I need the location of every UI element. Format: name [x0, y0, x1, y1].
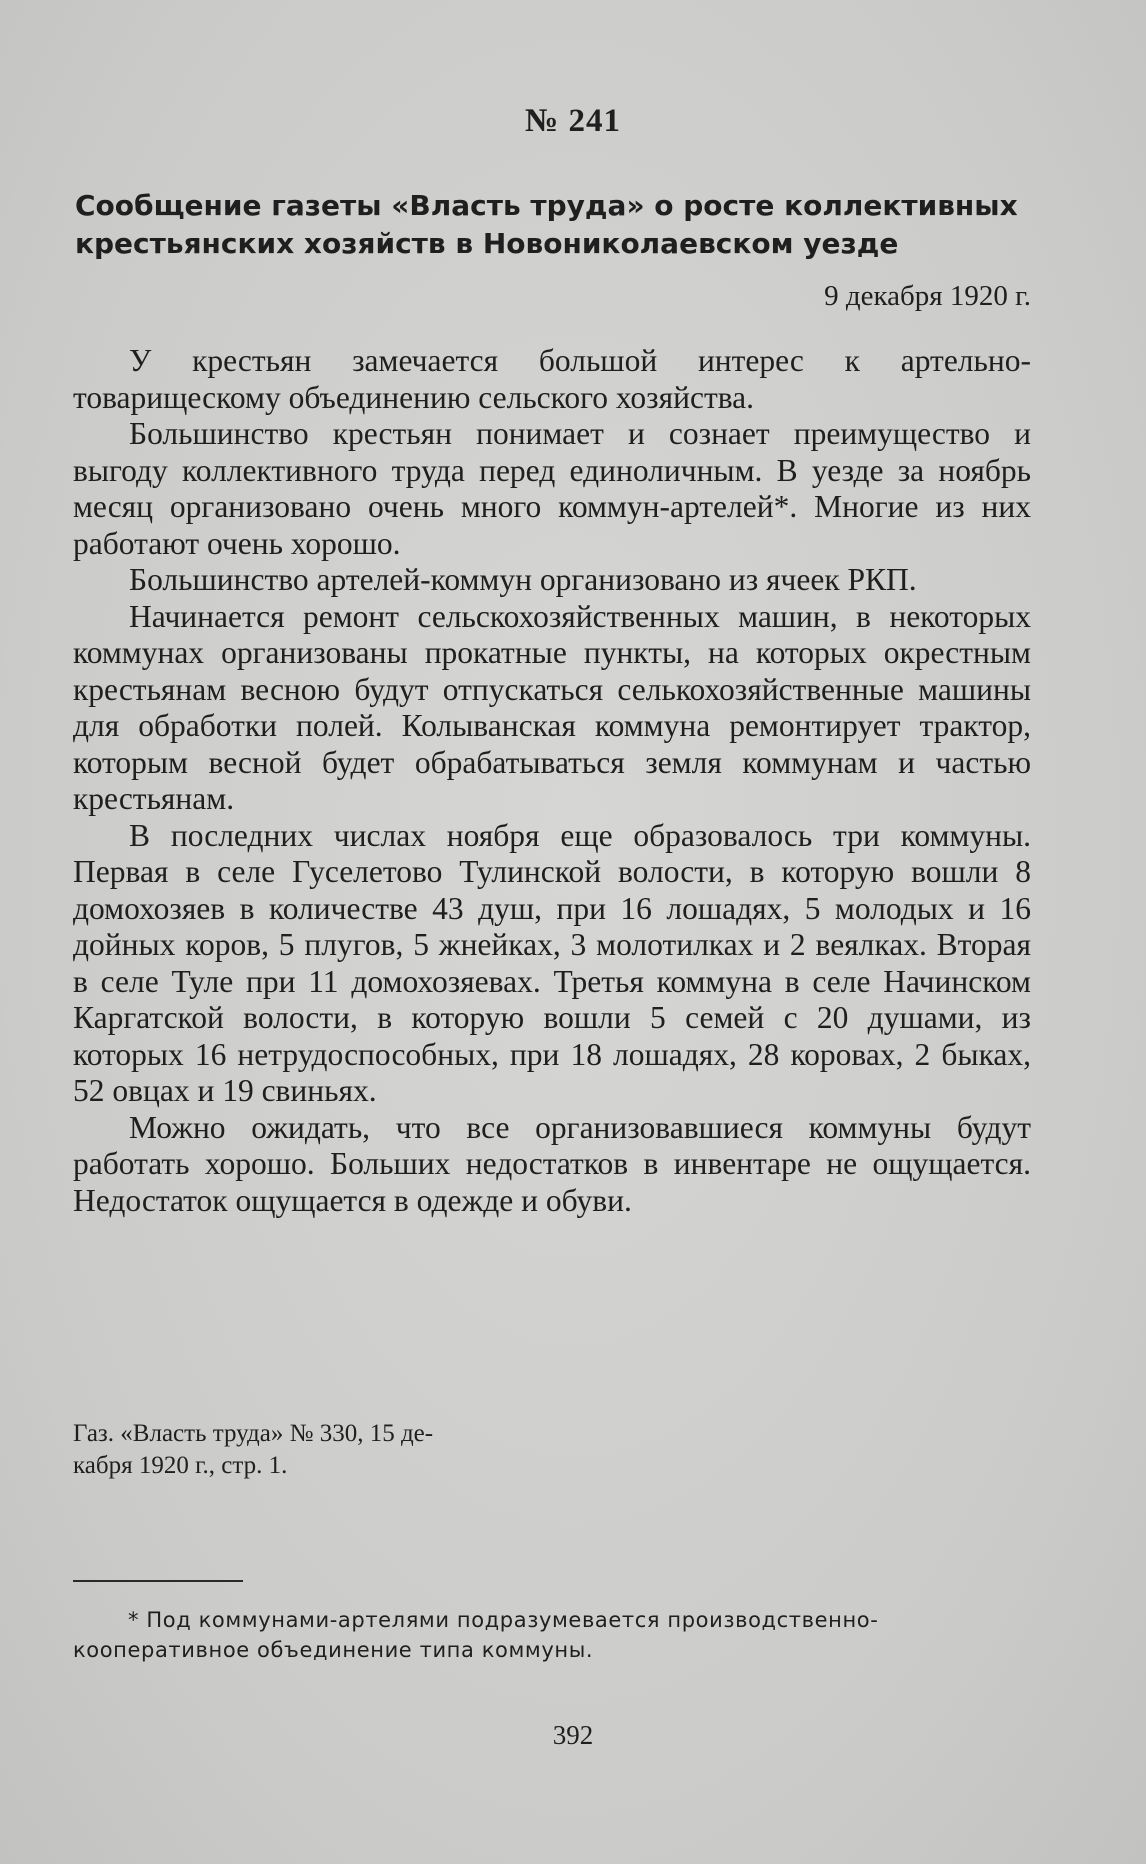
- document-title-line: крестьянских хозяйств в Новониколаевском уезде: [75, 227, 899, 260]
- document-body: [73, 343, 1031, 1219]
- document-date: 9 декабря 1920 г.: [824, 280, 1031, 312]
- body-paragraph: Можно ожидать, что все организовавшиеся коммуны будут работать хорошо. Больших недостатков в инвентаре не ощущается. Недостаток ощущается в одежде и обуви.: [73, 1109, 1031, 1218]
- body-paragraph: Большинство артелей-коммун организовано из ячеек РКП.: [129, 562, 917, 597]
- body-paragraph: У крестьян замечается большой интерес к артельно-товарищескому объединению сельского хозяйства.: [73, 343, 1031, 415]
- page-number: 392: [552, 1720, 594, 1750]
- source-citation-line: кабря 1920 г., стр. 1.: [73, 1452, 288, 1479]
- source-citation: [73, 1418, 593, 1482]
- document-title-line: Сообщение газеты «Власть труда» о росте коллективных: [75, 189, 1018, 222]
- document-number: № 241: [525, 103, 621, 139]
- footnote: * Под коммунами-артелями подразумевается производственно-кооперативное объединение типа коммуны.: [73, 1608, 879, 1662]
- source-citation-line: Газ. «Власть труда» № 330, 15 де-: [73, 1420, 434, 1447]
- body-paragraph: В последних числах ноября еще образовалось три коммуны. Первая в селе Гуселетово Тулинской волости, в которую вошли 8 домохозяев в количестве 43 душ, при 16 лошадях, 5 молодых и 16 дойных коров, 5 плугов, 5 жнейках, 3 молотилках и 2 веялках. Вторая в селе Туле при 11 домохозяевах. Третья коммуна в селе Начинском Каргатской волости, в которую вошли 5 семей с 20 душами, из которых 16 нетрудоспособных, при 18 лошадях, 28 коровах, 2 быках, 52 овцах и 19 свиньях.: [73, 817, 1031, 1108]
- body-paragraph: Большинство крестьян понимает и сознает преимущество и выгоду коллективного труда перед единоличным. В уезде за ноябрь месяц организовано очень много коммун-артелей*. Многие из них работают очень хорошо.: [73, 416, 1031, 561]
- body-paragraph: Начинается ремонт сельскохозяйственных машин, в некоторых коммунах организованы прокатные пункты, на которых окрестным крестьянам весною будут отпускаться селькохозяйственные машины для обработки полей. Колыванская коммуна ремонтирует трактор, которым весной будет обрабатываться земля коммунам и частью крестьянам.: [73, 598, 1031, 816]
- footnote-divider: [73, 1580, 243, 1582]
- document-title: [75, 187, 1055, 263]
